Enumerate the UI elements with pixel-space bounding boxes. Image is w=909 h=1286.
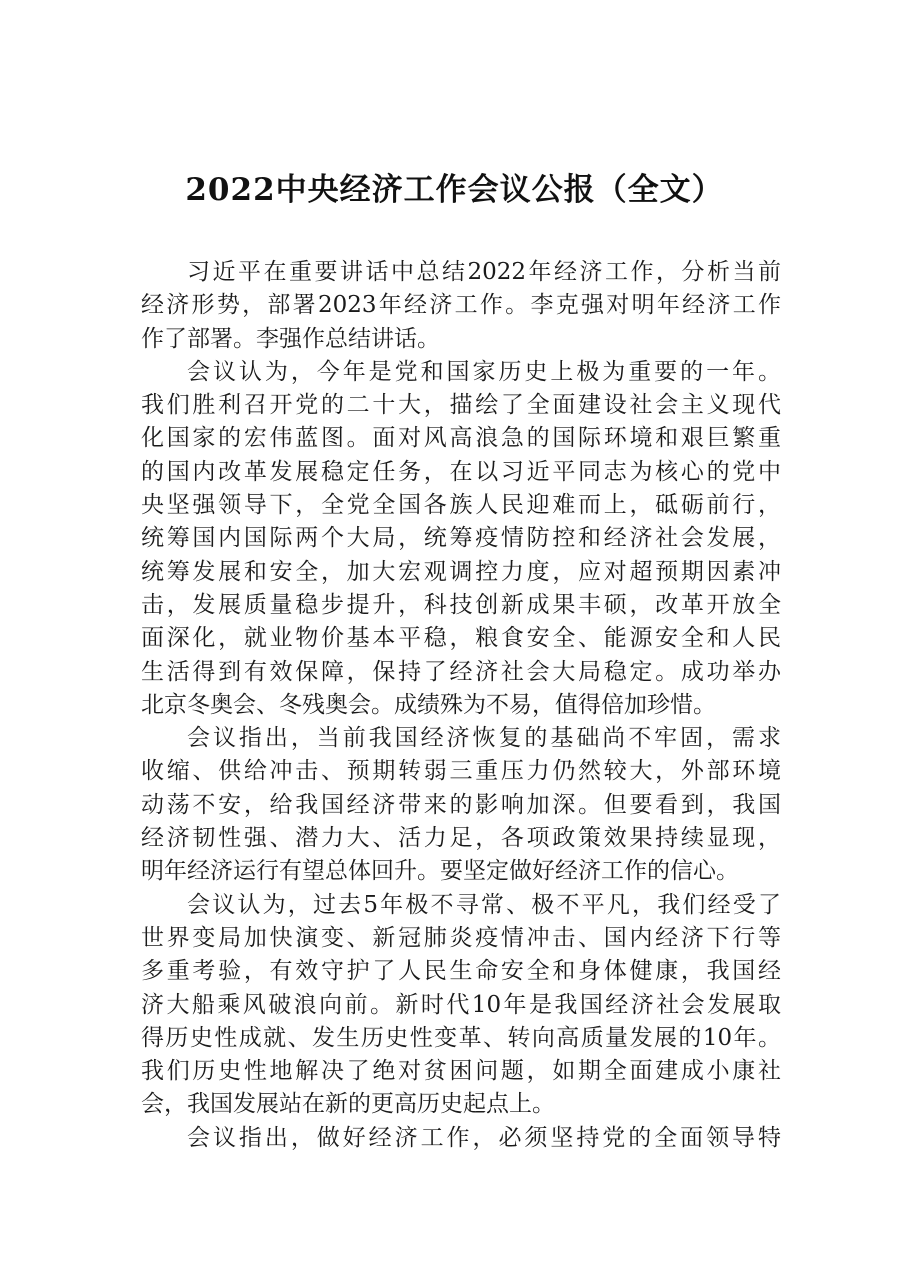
text-line: 会议认为，过去5年极不寻常、极不平凡，我们经受了 xyxy=(187,891,781,918)
text-line: 世界变局加快演变、新冠肺炎疫情冲击、国内经济下行等 xyxy=(141,924,781,951)
document-body xyxy=(141,256,781,1155)
text-line: 统筹发展和安全，加大宏观调控力度，应对超预期因素冲 xyxy=(141,558,781,585)
text-line: 经济韧性强、潜力大、活力足，各项政策效果持续显现， xyxy=(141,825,781,852)
text-line: 的国内改革发展稳定任务，在以习近平同志为核心的党中 xyxy=(141,458,781,485)
paragraph xyxy=(141,1122,781,1155)
text-line: 会，我国发展站在新的更高历史起点上。 xyxy=(141,1091,555,1118)
text-line: 经济形势，部署2023年经济工作。李克强对明年经济工作 xyxy=(141,292,781,319)
paragraph xyxy=(141,722,781,888)
text-line: 多重考验，有效守护了人民生命安全和身体健康，我国经 xyxy=(141,958,781,985)
text-line: 统筹国内国际两个大局，统筹疫情防控和经济社会发展， xyxy=(141,525,781,552)
text-line: 作了部署。李强作总结讲话。 xyxy=(141,325,440,352)
text-line: 化国家的宏伟蓝图。面对风高浪急的国际环境和艰巨繁重 xyxy=(141,425,781,452)
text-line: 收缩、供给冲击、预期转弱三重压力仍然较大，外部环境 xyxy=(141,758,781,785)
paragraph xyxy=(141,256,781,356)
paragraph xyxy=(141,356,781,722)
document-title: 2022中央经济工作会议公报（全文） xyxy=(185,172,724,208)
text-line: 明年经济运行有望总体回升。要坚定做好经济工作的信心。 xyxy=(141,858,739,885)
text-line: 会议指出，当前我国经济恢复的基础尚不牢固，需求 xyxy=(187,725,781,752)
text-line: 习近平在重要讲话中总结2022年经济工作，分析当前 xyxy=(187,259,781,285)
text-line: 会议指出，做好经济工作，必须坚持党的全面领导特 xyxy=(187,1124,781,1151)
text-line: 会议认为，今年是党和国家历史上极为重要的一年。 xyxy=(187,358,781,385)
text-line: 我们胜利召开党的二十大，描绘了全面建设社会主义现代 xyxy=(141,392,781,419)
text-line: 得历史性成就、发生历史性变革、转向高质量发展的10年。 xyxy=(141,1024,781,1051)
text-line: 北京冬奥会、冬残奥会。成绩殊为不易，值得倍加珍惜。 xyxy=(141,691,716,718)
text-line: 我们历史性地解决了绝对贫困问题，如期全面建成小康社 xyxy=(141,1058,781,1085)
paragraph xyxy=(141,889,781,1122)
text-line: 击，发展质量稳步提升，科技创新成果丰硕，改革开放全 xyxy=(141,591,781,618)
text-line: 生活得到有效保障，保持了经济社会大局稳定。成功举办 xyxy=(141,658,781,685)
text-line: 动荡不安，给我国经济带来的影响加深。但要看到，我国 xyxy=(141,791,781,818)
text-line: 面深化，就业物价基本平稳，粮食安全、能源安全和人民 xyxy=(141,625,781,652)
text-line: 济大船乘风破浪向前。新时代10年是我国经济社会发展取 xyxy=(141,991,781,1018)
text-line: 央坚强领导下，全党全国各族人民迎难而上，砥砺前行， xyxy=(141,492,781,519)
